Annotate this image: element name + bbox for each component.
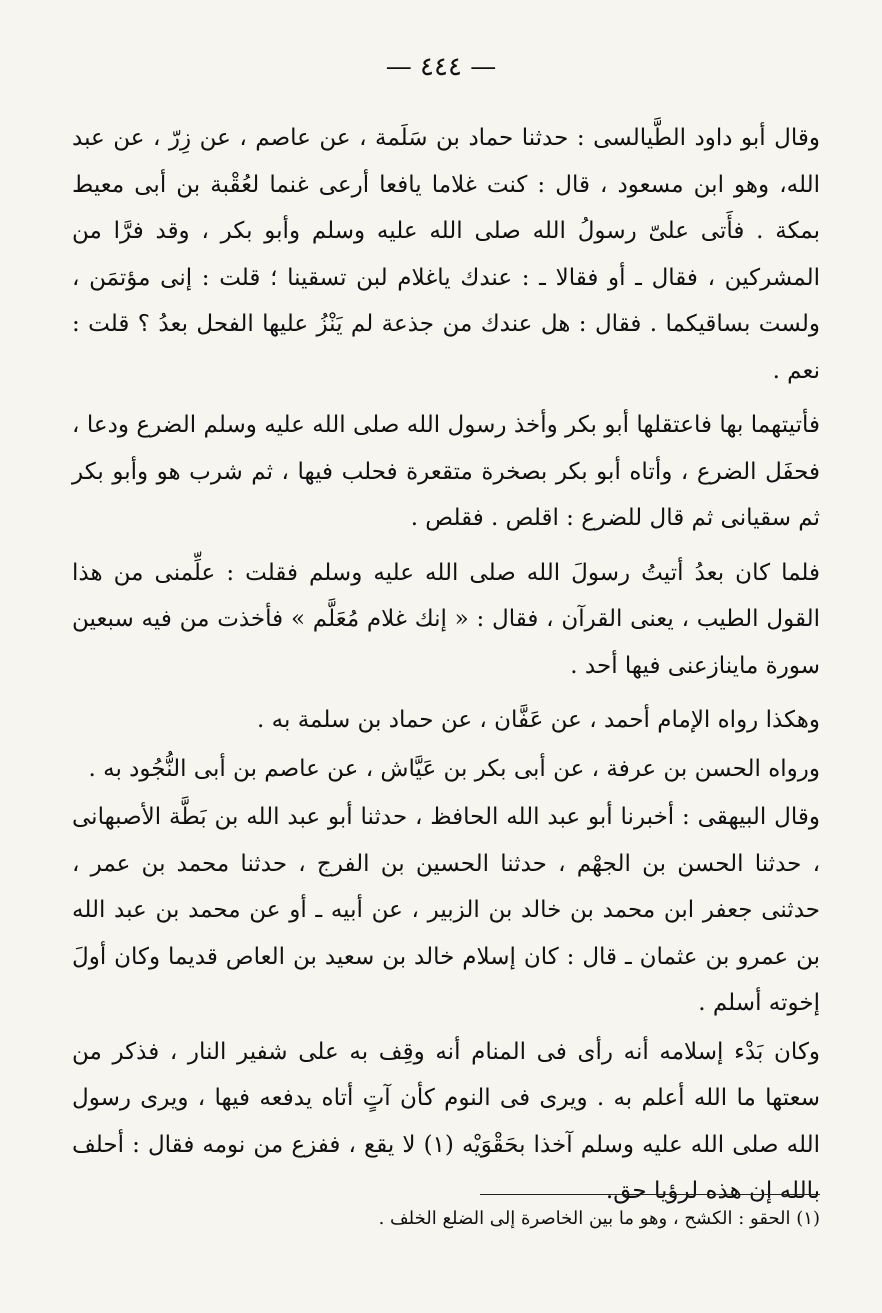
paragraph: وقال أبو داود الطَّيالسى : حدثنا حماد بن سَلَمة ، عن عاصم ، عن زِرّ ، عن عبد الله، وهو ابن مسعود ، قال : كنت غلاما يافعا أرعى غنما لعُقْبة بن أبى معيط بمكة . فأَتى علىّ رسولُ الله صلى الله عليه وسلم وأبو بكر ، وقد فرَّا من المشركين ، فقال ـ أو فقالا ـ : عندك ياغلام لبن تسقينا ؛ قلت : إنى مؤتمَن ، ولست بساقيكما . فقال : هل عندك من جذعة لم يَنْزُ عليها الفحل بعدُ ؟ قلت : نعم . <box>72 125 820 384</box>
paragraph: وكان بَدْء إسلامه أنه رأى فى المنام أنه وقِف به على شفير النار ، فذكر من سعتها ما الله أعلم به . ويرى فى النوم كأن آتٍ أتاه يدفعه فيها ، ويرى رسول الله صلى الله عليه وسلم آخذا بحَقْوَيْه (١) لا يقع ، ففزع من نومه فقال : أحلف بالله إن هذه لرؤيا حق. <box>72 1038 820 1204</box>
body-text <box>72 115 820 1215</box>
paragraph: فأتيتهما بها فاعتقلها أبو بكر وأخذ رسول الله صلى الله عليه وسلم الضرع ودعا ، فحفَل الضرع ، وأتاه أبو بكر بصخرة متقعرة فحلب فيها ، ثم شرب هو وأبو بكر ثم سقيانى ثم قال للضرع : اقلص . فقلص . <box>72 412 820 531</box>
footnote: (١) الحقو : الكشح ، وهو ما بين الخاصرة إلى الضلع الخلف . <box>378 1208 820 1229</box>
paragraph: فلما كان بعدُ أتيتُ رسولَ الله صلى الله عليه وسلم فقلت : علِّمنى من هذا القول الطيب ، يعنى القرآن ، فقال : « إنك غلام مُعَلَّم » فأخذت من فيه سبعين سورة ماينازعنى فيها أحد . <box>72 559 820 679</box>
paragraph: وهكذا رواه الإمام أحمد ، عن عَفَّان ، عن حماد بن سلمة به . <box>257 707 820 733</box>
page-number: — ٤٤٤ — <box>385 52 497 82</box>
paragraph: ورواه الحسن بن عرفة ، عن أبى بكر بن عَيَّاش ، عن عاصم بن أبى النُّجُود به . <box>88 755 820 782</box>
footnote-divider <box>480 1194 820 1195</box>
paragraph: وقال البيهقى : أخبرنا أبو عبد الله الحافظ ، حدثنا أبو عبد الله بن بَطَّة الأصبهانى ، حدثنا الحسن بن الجهْم ، حدثنا الحسين بن الفرج ، حدثنا محمد بن عمر ، حدثنى جعفر ابن محمد بن خالد بن الزبير ، عن أبيه ـ أو عن محمد بن عبد الله بن عمرو بن عثمان ـ قال : كان إسلام خالد بن سعيد بن العاص قديما وكان أولَ إخوته أسلم . <box>72 804 820 1016</box>
